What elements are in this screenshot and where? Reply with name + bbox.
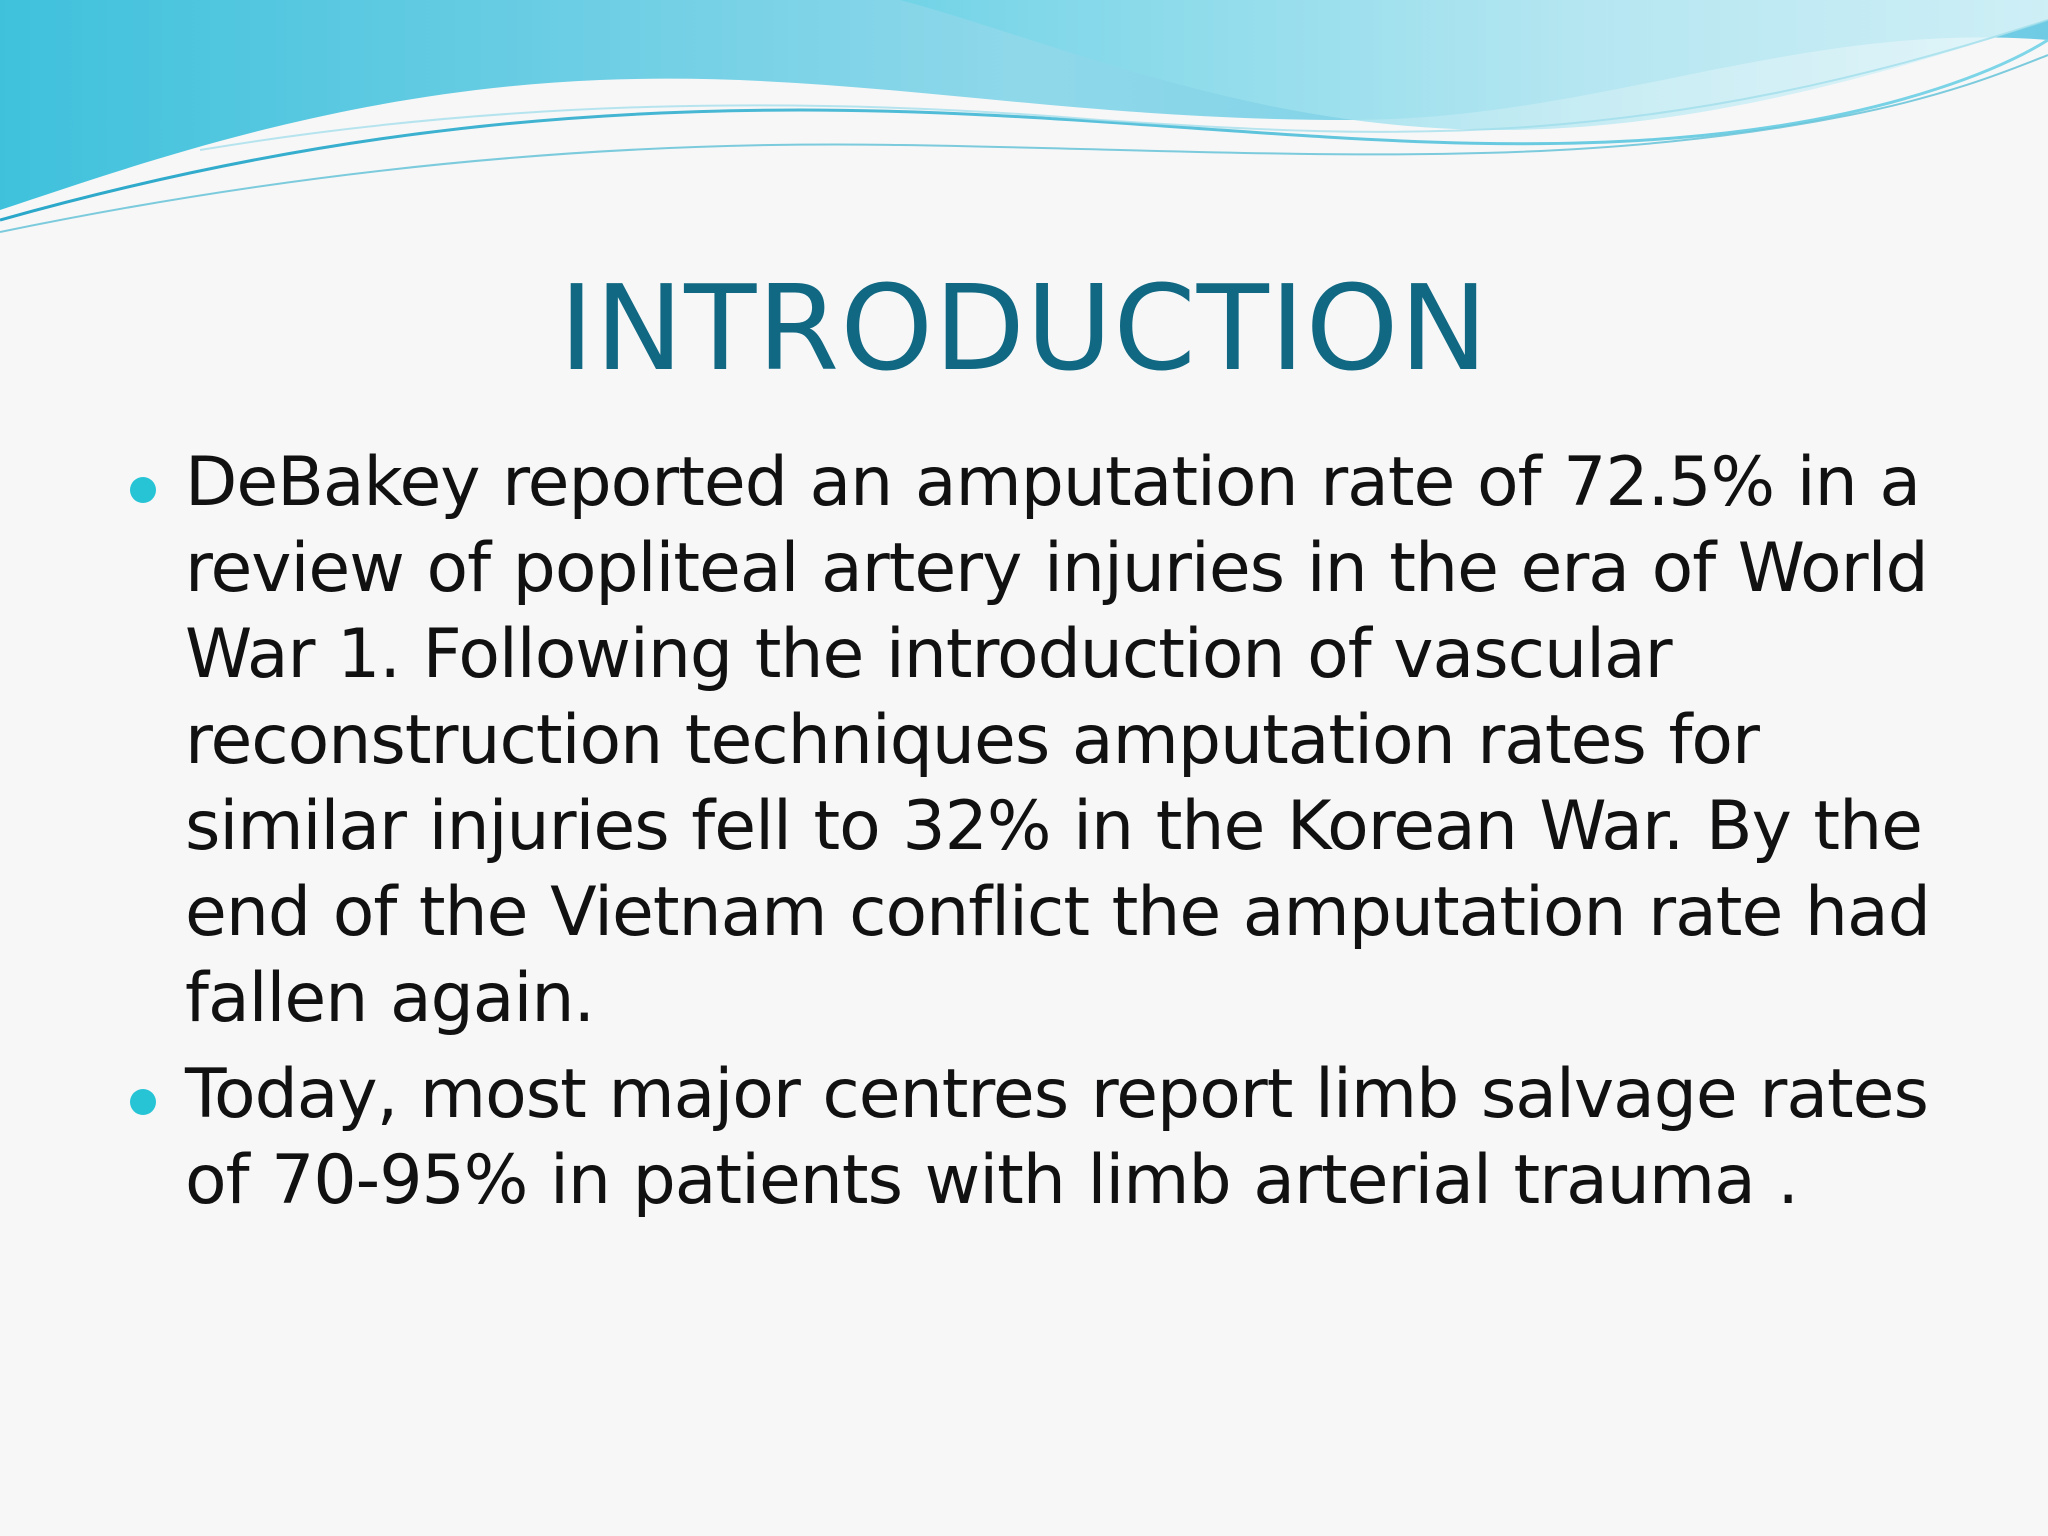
header-wave-decoration bbox=[0, 0, 2048, 260]
bullet-item bbox=[130, 1052, 1970, 1224]
bullet-icon bbox=[130, 1089, 156, 1115]
bullet-item bbox=[130, 440, 1970, 1042]
bullet-text: Today, most major centres report limb salvage rates of 70-95% in patients with limb arterial trauma . bbox=[185, 1055, 1928, 1220]
bullet-text: DeBakey reported an amputation rate of 72.5% in a review of popliteal artery injuries in the era of World War 1. Following the introduction of vascular reconstruction techniques amputation rates for similar injuries fell to 32% in the Korean War. By the end of the Vietnam conflict the amputation rate had fallen again. bbox=[185, 443, 1930, 1038]
bullet-list bbox=[130, 440, 1970, 1234]
bullet-icon bbox=[130, 477, 156, 503]
slide-title: INTRODUCTION bbox=[559, 259, 1489, 397]
